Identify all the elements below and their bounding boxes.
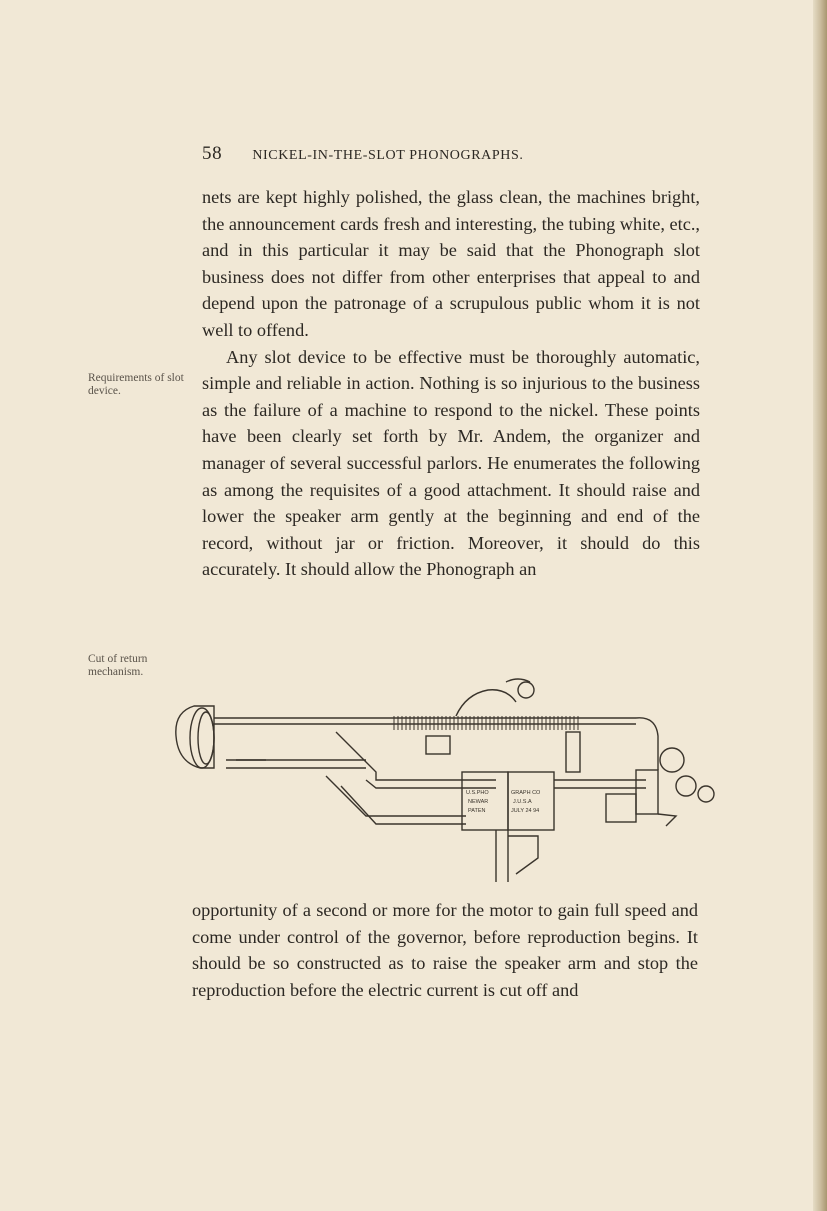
return-mechanism-illustration — [166, 676, 720, 886]
running-title: NICKEL-IN-THE-SLOT PHONOGRAPHS. — [252, 148, 524, 163]
plate-left-1: U.S.PHO — [466, 790, 489, 796]
plate-left-3: PATEN — [468, 808, 486, 814]
body-text-bottom — [192, 897, 698, 1003]
paragraph-continued: nets are kept highly polished, the glass clean, the machines bright, the announcement cards fresh and interesting, the tubing white, etc., and in this particular it may be said that the Phonograph slot business does not differ from other enterprises that appeal to and depend upon the patronage of a scrupulous public whom it is not well to offend. — [202, 187, 701, 340]
paragraph-opportunity: opportunity of a second or more for the motor to gain full speed and come under control of the governor, before reproduction begins. It should be so constructed as to raise the speaker arm and stop the reproduction before the electric current is cut off and — [192, 900, 698, 1000]
page-edge — [813, 0, 827, 1211]
running-header — [202, 143, 702, 165]
page-number: 58 — [202, 143, 223, 164]
body-text-top — [202, 184, 700, 583]
margin-note-requirements: Requirements of slot device. — [88, 372, 184, 397]
paragraph-requirements: Any slot device to be effective must be thoroughly automatic, simple and reliable in action. Nothing is so injurious to the business as the failure of a machine to respond to the nickel. These points have been clearly set forth by Mr. Andem, the organizer and manager of several successful parlors. He enumerates the following as among the requisites of a good attachment. It should raise and lower the speaker arm gently at the beginning and end of the record, without jar or friction. Moreover, it should do this accurately. It should allow the Phonograph an — [202, 346, 700, 580]
plate-right-2: J.U.S.A — [513, 799, 532, 805]
mechanism-drawing — [166, 676, 720, 886]
margin-note-cut: Cut of return mechanism. — [88, 653, 148, 678]
plate-left-2: NEWAR — [468, 799, 489, 805]
plate-right-3: JULY 24 94 — [511, 808, 540, 814]
plate-right-1: GRAPH CO — [511, 790, 541, 796]
